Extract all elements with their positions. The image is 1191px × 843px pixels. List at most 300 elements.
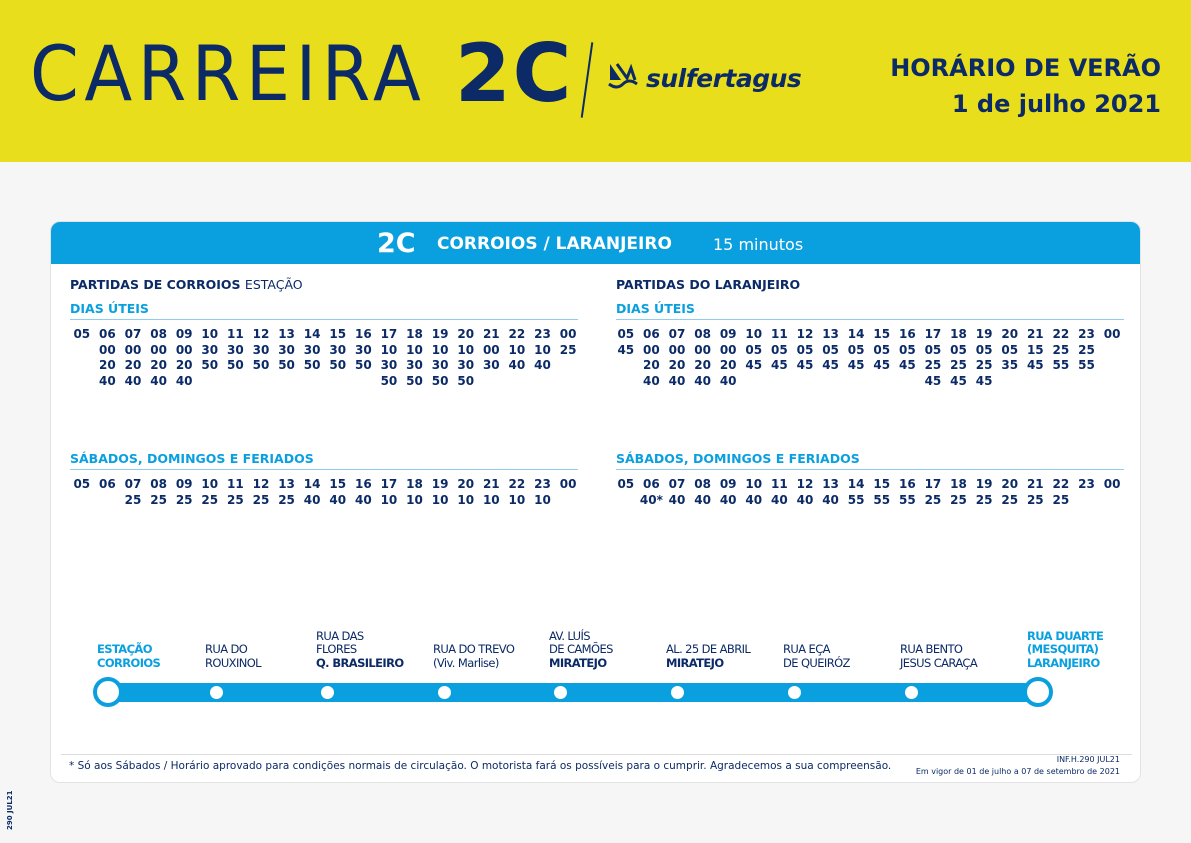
hour-label: 00 xyxy=(1103,477,1121,491)
departure-minute: 25 xyxy=(252,492,270,507)
hour-column xyxy=(402,477,428,508)
departure-minute: 40 xyxy=(719,492,737,507)
hour-label: 14 xyxy=(847,327,865,341)
stop-name xyxy=(783,643,850,670)
hour-label: 14 xyxy=(303,477,321,491)
departure-minute: 05 xyxy=(924,342,942,357)
hour-label: 11 xyxy=(227,477,244,491)
hour-label: 16 xyxy=(354,327,372,341)
departure-minute: 50 xyxy=(303,358,321,372)
hour-column xyxy=(504,477,530,508)
hour-label: 23 xyxy=(1078,327,1095,341)
departure-minute: 05 xyxy=(975,342,993,357)
hour-column xyxy=(664,327,690,389)
hour-label: 12 xyxy=(252,327,270,341)
hour-column xyxy=(1099,477,1125,508)
departure-minute: 40 xyxy=(745,492,763,507)
hour-column xyxy=(555,327,581,389)
hour-column xyxy=(920,327,946,389)
departure-minute: 40 xyxy=(354,492,372,507)
departure-minute: 25 xyxy=(924,492,942,507)
hour-label: 18 xyxy=(950,477,967,491)
hour-column xyxy=(69,477,95,508)
hour-label: 17 xyxy=(380,327,398,341)
hour-column xyxy=(946,327,972,389)
stop-name-line: MIRATEJO xyxy=(666,655,724,670)
hour-column xyxy=(639,477,665,508)
departure-minute: 00 xyxy=(175,342,193,357)
stop-name xyxy=(1027,630,1103,671)
hour-label: 19 xyxy=(431,327,449,341)
reference-code: INF.H.290 JUL21 xyxy=(1056,755,1120,764)
hour-label: 15 xyxy=(873,327,891,341)
departure-minute: 40 xyxy=(508,358,526,372)
hour-label: 07 xyxy=(124,327,142,341)
departure-minute: 10 xyxy=(380,342,398,357)
terminal-stop-marker xyxy=(1023,677,1053,707)
departure-minute: 45 xyxy=(771,358,788,372)
departure-minute: 45 xyxy=(873,358,891,372)
departure-minute: 40 xyxy=(175,373,193,388)
departure-minute: 40 xyxy=(99,373,116,388)
departure-minute: 00 xyxy=(668,342,686,357)
hour-column xyxy=(274,327,300,389)
hour-label: 13 xyxy=(822,477,839,491)
hour-column xyxy=(453,327,479,389)
stop-name-line: CORROIOS xyxy=(97,655,161,670)
hour-label: 21 xyxy=(482,477,500,491)
hour-label: 06 xyxy=(643,327,660,341)
hour-column xyxy=(95,327,121,389)
hour-label: 08 xyxy=(694,327,711,341)
hour-column xyxy=(741,327,767,389)
hour-column xyxy=(792,477,818,508)
departure-minute: 10 xyxy=(380,492,398,507)
hour-label: 09 xyxy=(175,327,193,341)
header-banner xyxy=(0,0,1191,162)
hour-column xyxy=(946,477,972,508)
hour-label: 07 xyxy=(124,477,142,491)
stop-name xyxy=(666,643,750,670)
departure-minute: 25 xyxy=(1052,342,1070,357)
hour-label: 00 xyxy=(559,327,577,341)
right-weekday-label: DIAS ÚTEIS xyxy=(616,301,695,316)
departure-minute: 25 xyxy=(975,492,993,507)
hour-label: 11 xyxy=(771,327,788,341)
validity-period: Em vigor de 01 de julho a 07 de setembro de 2021 xyxy=(915,767,1120,776)
departure-minute: 00 xyxy=(482,342,500,357)
departure-minute: 05 xyxy=(873,342,891,357)
hour-column xyxy=(1023,477,1049,508)
hour-column xyxy=(843,477,869,508)
right-title-main: PARTIDAS DO LARANJEIRO xyxy=(616,277,801,292)
hour-column xyxy=(1074,327,1100,389)
stop-name-line: DE QUEIRÓZ xyxy=(783,655,850,670)
left-weekend-label: SÁBADOS, DOMINGOS E FERIADOS xyxy=(70,451,314,466)
departure-minute: 00 xyxy=(99,342,116,357)
stop-name xyxy=(205,643,261,670)
hour-label: 21 xyxy=(482,327,500,341)
hour-column xyxy=(639,327,665,389)
hour-label: 14 xyxy=(303,327,321,341)
departure-minute: 40 xyxy=(534,358,551,372)
departure-minute: 50 xyxy=(406,373,423,388)
left-column-title xyxy=(70,277,303,293)
hour-label: 18 xyxy=(406,327,423,341)
stop-name-line: MIRATEJO xyxy=(549,655,607,670)
hour-column xyxy=(715,477,741,508)
right-column-title xyxy=(616,277,800,293)
departure-minute: 30 xyxy=(278,342,295,357)
departure-minute: 55 xyxy=(898,492,916,507)
left-title-main: PARTIDAS DE CORROIOS xyxy=(70,277,241,292)
stop-name-line: AV. LUÍS xyxy=(549,628,590,643)
departure-minute: 40 xyxy=(150,373,167,388)
stop-name-line: Q. BRASILEIRO xyxy=(316,655,404,670)
departure-minute: 10 xyxy=(508,342,526,357)
hour-column xyxy=(248,327,274,389)
hour-label: 17 xyxy=(380,477,398,491)
departure-minute: 30 xyxy=(380,358,398,372)
hour-label: 23 xyxy=(534,477,551,491)
departure-minute: 05 xyxy=(745,342,763,357)
departure-minute: 30 xyxy=(482,358,500,372)
hour-label: 22 xyxy=(508,327,526,341)
hour-column xyxy=(376,477,402,508)
departure-minute: 00 xyxy=(150,342,167,357)
departure-minute: 55 xyxy=(847,492,865,507)
hour-label: 08 xyxy=(150,477,167,491)
departure-minute: 40* xyxy=(639,492,663,507)
departure-minute: 25 xyxy=(150,492,167,507)
departure-minute: 40 xyxy=(771,492,788,507)
departure-minute: 20 xyxy=(150,358,167,372)
footnote: * Só aos Sábados / Horário aprovado para condições normais de circulação. O motorista fará os possíveis para o cumprir. Agradecemos a sua compreensão. xyxy=(69,760,892,772)
departure-minute: 10 xyxy=(406,342,423,357)
stop-name-line: RUA DO TREVO xyxy=(433,642,515,656)
stop-marker xyxy=(210,686,223,699)
terminal-stop-marker xyxy=(93,677,123,707)
departure-minute: 30 xyxy=(406,358,423,372)
hour-label: 12 xyxy=(796,477,814,491)
departure-minute: 30 xyxy=(457,358,475,372)
departure-minute: 25 xyxy=(227,492,244,507)
departure-minute: 45 xyxy=(975,373,993,388)
hour-label: 00 xyxy=(1103,327,1121,341)
hour-label: 05 xyxy=(617,477,635,491)
departure-minute: 20 xyxy=(719,358,737,372)
left-weekend-rule xyxy=(70,469,578,470)
departure-minute: 50 xyxy=(354,358,372,372)
departure-minute: 30 xyxy=(354,342,372,357)
hour-column xyxy=(69,327,95,389)
departure-minute: 30 xyxy=(329,342,347,357)
hour-label: 18 xyxy=(950,327,967,341)
departure-minute: 00 xyxy=(643,342,660,357)
departure-minute: 40 xyxy=(303,492,321,507)
hour-column xyxy=(325,327,351,389)
hour-label: 20 xyxy=(1001,327,1019,341)
hour-label: 13 xyxy=(278,477,295,491)
left-weekday-grid xyxy=(69,327,581,389)
hour-label: 20 xyxy=(1001,477,1019,491)
departure-minute: 05 xyxy=(898,342,916,357)
hour-column xyxy=(1048,477,1074,508)
hour-label: 10 xyxy=(201,327,219,341)
hour-column xyxy=(971,327,997,389)
document-reference xyxy=(916,754,1120,778)
brand-name: sulfertagus xyxy=(646,64,802,93)
hour-column xyxy=(427,327,453,389)
hour-column xyxy=(325,477,351,508)
hour-column xyxy=(715,327,741,389)
departure-minute: 25 xyxy=(278,492,295,507)
hour-label: 16 xyxy=(898,477,916,491)
hour-label: 22 xyxy=(1052,327,1070,341)
stop-marker xyxy=(554,686,567,699)
stop-name-line: FLORES xyxy=(316,642,357,656)
stop-marker xyxy=(905,686,918,699)
departure-minute: 20 xyxy=(694,358,711,372)
hour-column xyxy=(274,477,300,508)
hour-column xyxy=(223,327,249,389)
hour-label: 15 xyxy=(329,477,347,491)
departure-minute: 40 xyxy=(694,373,711,388)
hour-column xyxy=(895,477,921,508)
hour-label: 13 xyxy=(278,327,295,341)
hour-column xyxy=(690,327,716,389)
departure-minute: 05 xyxy=(796,342,814,357)
departure-minute: 10 xyxy=(457,492,475,507)
hour-label: 17 xyxy=(924,327,942,341)
departure-minute: 10 xyxy=(534,492,551,507)
hour-column xyxy=(613,327,639,389)
hour-label: 12 xyxy=(796,327,814,341)
hour-column xyxy=(453,477,479,508)
departure-minute: 50 xyxy=(227,358,244,372)
route-title: CARREIRA xyxy=(30,29,427,118)
stop-name-line: DE CAMÕES xyxy=(549,642,613,656)
departure-minute: 45 xyxy=(617,342,635,357)
stop-name-line: AL. 25 DE ABRIL xyxy=(666,642,751,656)
departure-minute: 05 xyxy=(771,342,788,357)
departure-minute: 30 xyxy=(227,342,244,357)
stop-name xyxy=(549,630,613,671)
departure-minute: 05 xyxy=(950,342,967,357)
route-number: 2C xyxy=(455,27,574,120)
hour-label: 10 xyxy=(745,327,763,341)
departure-minute: 00 xyxy=(719,342,737,357)
hour-column xyxy=(171,477,197,508)
hour-column xyxy=(402,327,428,389)
stop-name-line: ESTAÇÃO xyxy=(97,642,152,656)
departure-minute: 50 xyxy=(431,373,449,388)
departure-minute: 00 xyxy=(124,342,142,357)
departure-minute: 10 xyxy=(431,492,449,507)
hour-column xyxy=(427,477,453,508)
stop-name xyxy=(900,643,977,670)
hour-label: 06 xyxy=(643,477,660,491)
hour-column xyxy=(971,477,997,508)
departure-minute: 30 xyxy=(303,342,321,357)
hour-label: 22 xyxy=(508,477,526,491)
stop-name-line: LARANJEIRO xyxy=(1027,655,1100,670)
departure-minute: 55 xyxy=(1078,358,1095,372)
hour-label: 23 xyxy=(534,327,551,341)
hour-label: 05 xyxy=(73,327,91,341)
hour-column xyxy=(1048,327,1074,389)
stop-marker xyxy=(788,686,801,699)
departure-minute: 50 xyxy=(329,358,347,372)
stop-name-line: (MESQUITA) xyxy=(1027,642,1099,656)
departure-minute: 20 xyxy=(175,358,193,372)
stop-name-line: JESUS CARAÇA xyxy=(900,655,978,670)
right-weekend-label: SÁBADOS, DOMINGOS E FERIADOS xyxy=(616,451,860,466)
hour-column xyxy=(351,477,377,508)
departure-minute: 50 xyxy=(201,358,219,372)
hour-column xyxy=(351,327,377,389)
departure-minute: 20 xyxy=(643,358,660,372)
hour-column xyxy=(1074,477,1100,508)
hour-column xyxy=(376,327,402,389)
hour-column xyxy=(1023,327,1049,389)
hour-column xyxy=(997,327,1023,389)
right-weekday-grid xyxy=(613,327,1125,389)
hour-column xyxy=(920,477,946,508)
hour-label: 17 xyxy=(924,477,942,491)
departure-minute: 45 xyxy=(898,358,916,372)
stop-name-line: RUA DO xyxy=(205,642,248,656)
hour-label: 10 xyxy=(201,477,219,491)
hour-label: 09 xyxy=(719,327,737,341)
departure-minute: 25 xyxy=(1078,342,1095,357)
departure-minute: 25 xyxy=(559,342,577,357)
departure-minute: 45 xyxy=(822,358,839,372)
hour-label: 20 xyxy=(457,477,475,491)
departure-minute: 45 xyxy=(847,358,865,372)
hour-column xyxy=(690,477,716,508)
departure-minute: 30 xyxy=(431,358,449,372)
departure-minute: 25 xyxy=(124,492,142,507)
hour-column xyxy=(767,327,793,389)
hour-label: 14 xyxy=(847,477,865,491)
right-weekend-rule xyxy=(616,469,1124,470)
stop-name xyxy=(433,643,514,670)
hour-label: 08 xyxy=(150,327,167,341)
left-weekday-label: DIAS ÚTEIS xyxy=(70,301,149,316)
title-divider xyxy=(581,42,594,118)
departure-minute: 05 xyxy=(1001,342,1019,357)
departure-minute: 40 xyxy=(668,373,686,388)
hour-column xyxy=(248,477,274,508)
departure-minute: 40 xyxy=(643,373,660,388)
stop-name-line: RUA DAS xyxy=(316,628,364,643)
hour-column xyxy=(146,327,172,389)
hour-label: 00 xyxy=(559,477,577,491)
departure-minute: 10 xyxy=(457,342,475,357)
hour-column xyxy=(197,477,223,508)
hour-column xyxy=(869,327,895,389)
departure-minute: 40 xyxy=(719,373,737,388)
hour-label: 16 xyxy=(354,477,372,491)
stop-name-line: RUA DUARTE xyxy=(1027,628,1104,643)
hour-label: 10 xyxy=(745,477,763,491)
departure-minute: 55 xyxy=(873,492,891,507)
stop-name xyxy=(97,643,160,670)
departure-minute: 50 xyxy=(380,373,398,388)
hour-column xyxy=(223,477,249,508)
hour-column xyxy=(895,327,921,389)
departure-minute: 25 xyxy=(175,492,193,507)
hour-label: 06 xyxy=(99,327,116,341)
departure-minute: 40 xyxy=(329,492,347,507)
departure-minute: 40 xyxy=(796,492,814,507)
departure-minute: 10 xyxy=(482,492,500,507)
left-weekend-grid xyxy=(69,477,581,508)
hour-label: 05 xyxy=(73,477,91,491)
departure-minute: 20 xyxy=(668,358,686,372)
stop-name-line: RUA BENTO xyxy=(900,642,963,656)
departure-minute: 45 xyxy=(1026,358,1044,372)
hour-column xyxy=(555,477,581,508)
departure-minute: 25 xyxy=(1026,492,1044,507)
departure-minute: 10 xyxy=(431,342,449,357)
departure-minute: 30 xyxy=(201,342,219,357)
hour-label: 09 xyxy=(175,477,193,491)
hour-label: 22 xyxy=(1052,477,1070,491)
stop-marker xyxy=(671,686,684,699)
hour-column xyxy=(479,477,505,508)
hour-column xyxy=(120,477,146,508)
departure-minute: 25 xyxy=(1001,492,1019,507)
hour-column xyxy=(664,477,690,508)
departure-minute: 25 xyxy=(1052,492,1070,507)
hour-column xyxy=(197,327,223,389)
right-weekday-rule xyxy=(616,319,1124,320)
hour-label: 15 xyxy=(873,477,891,491)
hour-column xyxy=(818,327,844,389)
hour-column xyxy=(504,327,530,389)
hour-column xyxy=(479,327,505,389)
departure-minute: 55 xyxy=(1052,358,1070,372)
hour-label: 23 xyxy=(1078,477,1095,491)
hour-label: 09 xyxy=(719,477,737,491)
season-label: HORÁRIO DE VERÃO xyxy=(890,54,1161,82)
stop-name-line: ROUXINOL xyxy=(205,655,261,670)
hour-label: 21 xyxy=(1026,477,1044,491)
hour-label: 05 xyxy=(617,327,635,341)
hour-label: 19 xyxy=(975,327,993,341)
hour-column xyxy=(869,477,895,508)
departure-minute: 10 xyxy=(508,492,526,507)
departure-minute: 50 xyxy=(457,373,475,388)
departure-minute: 45 xyxy=(796,358,814,372)
departure-minute: 25 xyxy=(201,492,219,507)
hour-column xyxy=(997,477,1023,508)
hour-label: 13 xyxy=(822,327,839,341)
hour-column xyxy=(1099,327,1125,389)
hour-column xyxy=(299,327,325,389)
departure-minute: 40 xyxy=(694,492,711,507)
hour-column xyxy=(299,477,325,508)
season-info xyxy=(890,50,1161,122)
departure-minute: 00 xyxy=(694,342,711,357)
hour-label: 11 xyxy=(227,327,244,341)
hour-label: 19 xyxy=(431,477,449,491)
card-route-number: 2C xyxy=(377,228,416,259)
departure-minute: 45 xyxy=(745,358,763,372)
departure-minute: 20 xyxy=(99,358,116,372)
